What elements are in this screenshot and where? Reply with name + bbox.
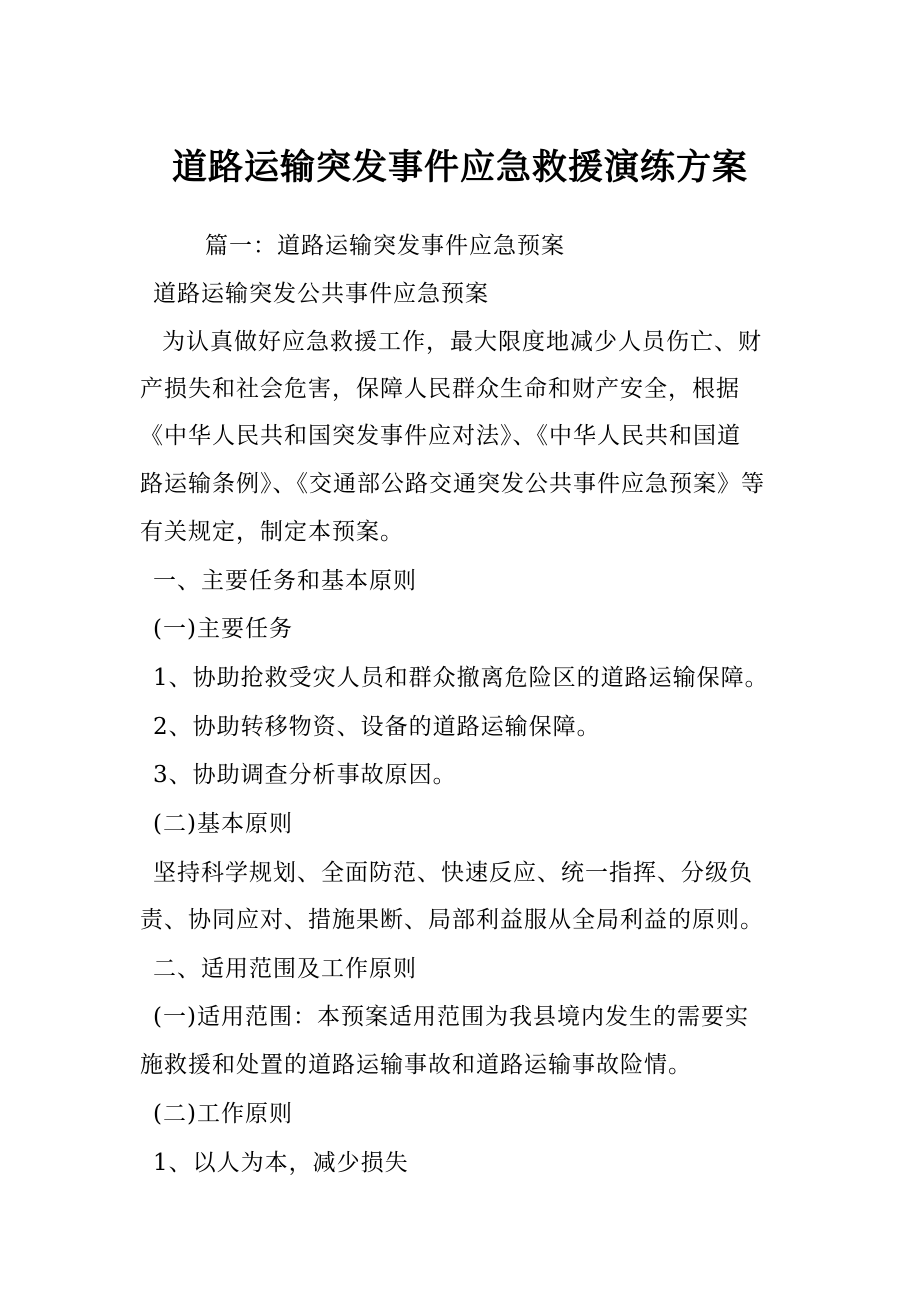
sub1-heading: (一)主要任务 <box>153 616 293 642</box>
sub2-heading: (二)基本原则 <box>153 811 293 837</box>
sub3-heading: (二)工作原则 <box>153 1101 293 1127</box>
task-item-2: 2、协助转移物资、设备的道路运输保障。 <box>153 714 601 740</box>
task-item-3: 3、协助调查分析事故原因。 <box>153 762 457 788</box>
scope-line-1: (一)适用范围：本预案适用范围为我县境内发生的需要实 <box>153 1004 749 1030</box>
intro-line-1: 为认真做好应急救援工作，最大限度地减少人员伤亡、财 <box>162 329 762 355</box>
work-principle-item-1: 1、以人为本，减少损失 <box>153 1150 409 1176</box>
section1-heading: 一、主要任务和基本原则 <box>153 568 417 594</box>
intro-line-2: 产损失和社会危害，保障人民群众生命和财产安全，根据 <box>140 376 740 402</box>
intro-line-4: 路运输条例》、《交通部公路交通突发公共事件应急预案》等 <box>140 471 765 497</box>
intro-line-3: 《中华人民共和国突发事件应对法》、《中华人民共和国道 <box>140 423 741 449</box>
principle-line-2: 责、协同应对、措施果断、局部利益服从全局利益的原则。 <box>140 907 764 933</box>
document-title: 道路运输突发事件应急救援演练方案 <box>171 148 748 188</box>
intro-line-5: 有关规定，制定本预案。 <box>140 519 404 545</box>
chapter-heading: 篇一：道路运输突发事件应急预案 <box>205 233 565 259</box>
task-item-1: 1、协助抢救受灾人员和群众撤离危险区的道路运输保障。 <box>153 665 769 691</box>
scope-line-2: 施救援和处置的道路运输事故和道路运输事故险情。 <box>140 1052 692 1078</box>
section2-heading: 二、适用范围及工作原则 <box>153 956 417 982</box>
principle-line-1: 坚持科学规划、全面防范、快速反应、统一指挥、分级负 <box>153 860 753 886</box>
plan-title: 道路运输突发公共事件应急预案 <box>153 281 489 307</box>
